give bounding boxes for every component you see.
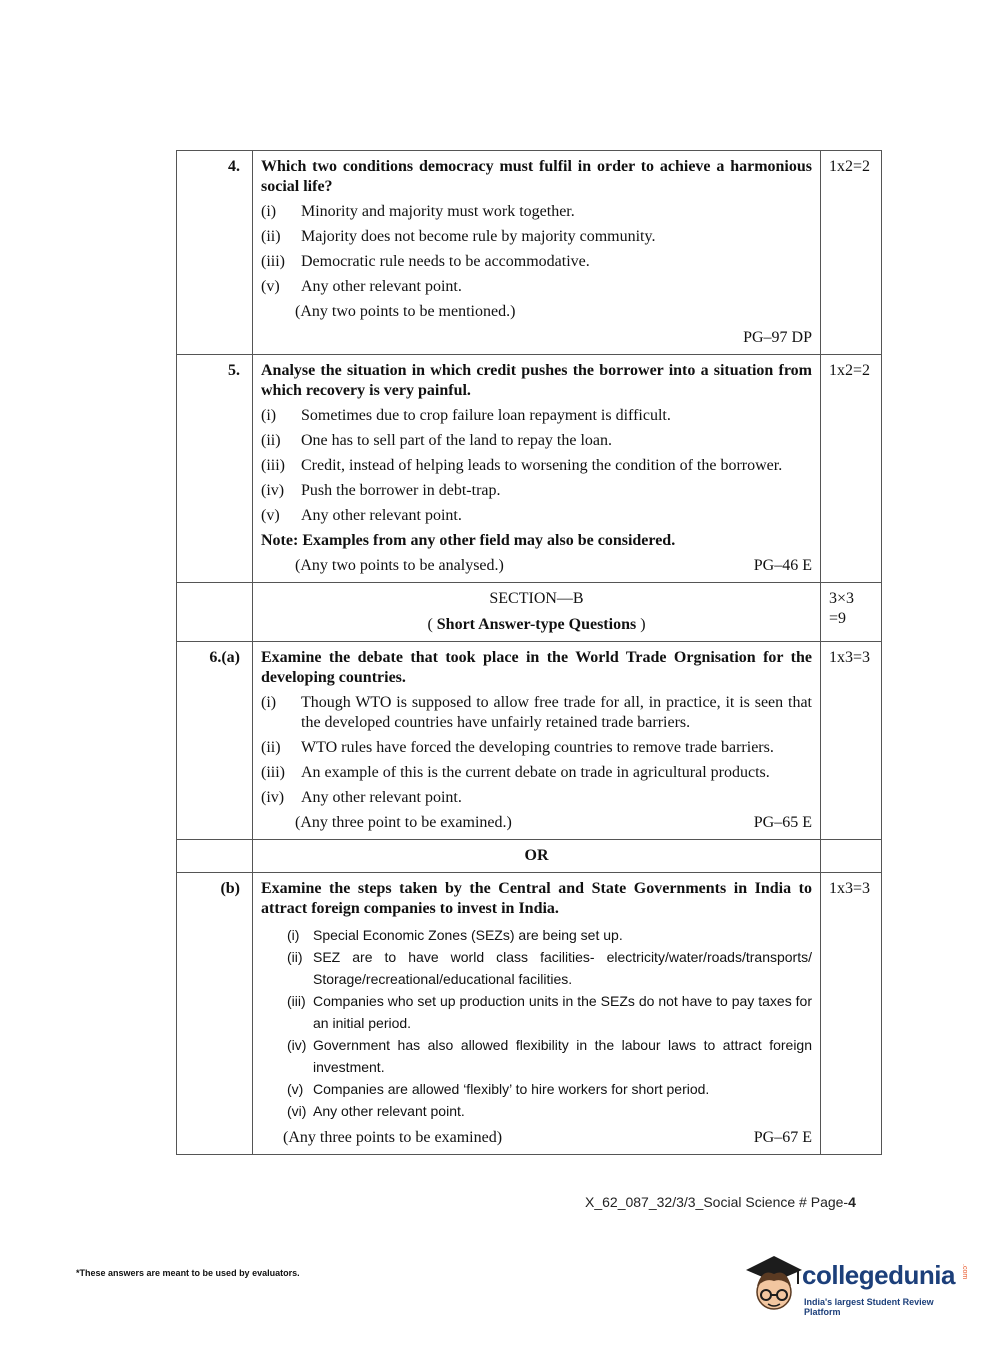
marking-instruction: (Any three point to be examined.) (295, 814, 512, 831)
marks-cell: 1x2=2 (821, 355, 882, 583)
answer-point: (i) Special Economic Zones (SEZs) are being set up. (287, 927, 623, 943)
brand-name: collegedunia (802, 1260, 955, 1290)
graduate-mascot-icon (742, 1248, 804, 1320)
answer-point: (v) Companies are allowed ‘flexibly’ to hire workers for short period. (287, 1081, 710, 1097)
answer-point: (i) Sometimes due to crop failure loan repayment is difficult. (261, 407, 671, 424)
answers-table (176, 150, 882, 1155)
answer-point: (vi) Any other relevant point. (287, 1103, 465, 1119)
marks-cell: 3×3 =9 (821, 583, 882, 642)
answer-cell (253, 355, 821, 583)
answer-point: (iv) Government has also allowed flexibility in the labour laws to attract foreign investment. (287, 1037, 812, 1075)
page-reference: PG–65 E (753, 814, 812, 831)
marking-instruction: (Any two points to be mentioned.) (295, 303, 516, 320)
instruction-line (261, 813, 812, 833)
answer-cell (253, 642, 821, 840)
instruction-line (261, 556, 812, 576)
answer-point: (i) Minority and majority must work together. (261, 203, 575, 220)
instruction-line (261, 1128, 812, 1148)
empty-cell (177, 840, 253, 873)
question-row-6a (177, 642, 882, 840)
question-text: Which two conditions democracy must fulfil in order to achieve a harmonious social life? (261, 158, 812, 195)
answer-point: (v) Any other relevant point. (261, 507, 462, 524)
marks-cell: 1x2=2 (821, 151, 882, 355)
section-header (253, 583, 821, 642)
question-number: 4. (177, 151, 253, 355)
answer-point: (v) Any other relevant point. (261, 278, 462, 295)
page-reference: PG–67 E (753, 1129, 812, 1146)
marking-instruction: (Any two points to be analysed.) (295, 557, 504, 574)
brand-logo (742, 1248, 972, 1320)
or-row (177, 840, 882, 873)
question-text: Examine the debate that took place in the World Trade Orgnisation for the developing countries. (261, 649, 812, 686)
empty-cell (177, 583, 253, 642)
answer-point: (ii) One has to sell part of the land to repay the loan. (261, 432, 613, 449)
question-row-4 (177, 151, 882, 355)
marking-instruction: (Any three points to be examined) (283, 1129, 503, 1146)
marks-cell: 1x3=3 (821, 642, 882, 840)
answer-point: (i) Though WTO is supposed to allow free trade for all, in practice, it is seen that the developed countries have unfairly retained trade barriers. (261, 694, 812, 731)
or-label: OR (253, 840, 821, 873)
empty-cell (821, 840, 882, 873)
evaluator-note: *These answers are meant to be used by evaluators. (76, 1268, 300, 1278)
question-number: (b) (177, 873, 253, 1155)
answer-point: (ii) WTO rules have forced the developing countries to remove trade barriers. (261, 739, 774, 756)
answer-point: (ii) Majority does not become rule by majority community. (261, 228, 656, 245)
page-reference: PG–97 DP (743, 329, 812, 346)
answer-point: (iii) Companies who set up production units in the SEZs do not have to pay taxes for an initial period. (287, 993, 812, 1031)
page-reference: PG–46 E (753, 557, 812, 574)
section-subtitle: ( Short Answer-type Questions ) (427, 616, 646, 633)
question-text: Analyse the situation in which credit pushes the borrower into a situation from which recovery is very painful. (261, 362, 812, 399)
answer-point: (iv) Any other relevant point. (261, 789, 462, 806)
answer-cell (253, 151, 821, 355)
answer-point: (ii) SEZ are to have world class facilities- electricity/water/roads/transports/ Storage/recreational/educational facilities. (287, 949, 812, 987)
brand-domain: .com (961, 1264, 968, 1280)
note: Note: Examples from any other field may also be considered. (261, 532, 676, 549)
answer-point: (iii) Credit, instead of helping leads to worsening the condition of the borrower. (261, 457, 783, 474)
brand-tagline: India's largest Student Review Platform (804, 1297, 934, 1317)
answer-points-list (261, 924, 812, 1122)
answer-cell (253, 873, 821, 1155)
page-footer: X_62_087_32/3/3_Social Science # Page-4 (585, 1194, 856, 1210)
answer-point: (iii) Democratic rule needs to be accommodative. (261, 253, 590, 270)
marks-cell: 1x3=3 (821, 873, 882, 1155)
question-number: 5. (177, 355, 253, 583)
section-title: SECTION—B (489, 590, 584, 607)
question-row-6b (177, 873, 882, 1155)
question-text: Examine the steps taken by the Central and State Governments in India to attract foreign companies to invest in India. (261, 880, 812, 917)
question-number: 6.(a) (177, 642, 253, 840)
answer-point: (iv) Push the borrower in debt-trap. (261, 482, 501, 499)
question-row-5 (177, 355, 882, 583)
answer-point: (iii) An example of this is the current debate on trade in agricultural products. (261, 764, 770, 781)
section-row (177, 583, 882, 642)
